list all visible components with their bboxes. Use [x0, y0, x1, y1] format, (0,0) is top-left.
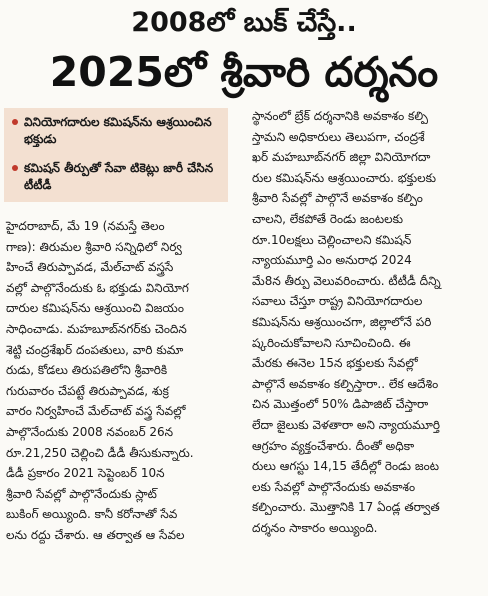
- deck-item-text: కమిషన్ తీర్పుతో సేవా టికెట్లు జారీ చేసిన టీటీడీ: [24, 161, 214, 192]
- article-body-left: హైదరాబాద్, మే 19 (నమస్తే తెలం గాణ): తిరుమల శ్రీవారి సన్నిధిలో నిర్వ హించే తిరుప్పావడ, మేల్‌చాట్ వస్త్రసే వల్లో పాల్గొనేందుకు ఓ భక్తుడు వినియోగ దారుల కమిషన్‌ను ఆశ్రయించి విజయం సాధించాడు. మహబూబ్‌నగర్‌కు చెందిన శెట్టి చంద్రశేఖర్ దంపతులు, వారి కుమా రుడు, కోడలు తిరుపతిలోని శ్రీవారికి గురువారం చేపట్టే తిరుప్పావడ, శుక్ర వారం నిర్వహించే మేల్‌చాట్ వస్త్ర సేవల్లో పాల్గొనేందుకు 2008 నవంబర్ 26న రూ.21,250 చెల్లించి డీడీ తీసుకున్నారు. డీడీ ప్రకారం 2021 సెప్టెంబర్ 10న శ్రీవారి సేవల్లో పాల్గొనేందుకు స్లాట్ బుకింగ్ అయ్యింది. కానీ కరోనాతో సేవ లను రద్దు చేశారు. ఆ తర్వాత ఆ సేవల: [6, 219, 194, 542]
- article-body-right: స్థానంలో బ్రేక్ దర్శనానికి అవకాశం కల్పి స్తామని అధికారులు తెలుపగా, చంద్రశే ఖర్ మహబూబ్‌నగర్ జిల్లా వినియోగదా రుల కమిషన్‌ను ఆశ్రయించారు. భక్తులకు శ్రీవారి సేవల్లో పాల్గొనే అవకాశం కల్పిం చాలని, లేకపోతే రెండు జంటలకు రూ.10లక్షలు చెల్లించాలని కమిషన్ న్యాయమూర్తి ఎం అనురాధ 2024 మే8న తీర్పు వెలువరించారు. టీటీడీ దీన్ని సవాలు చేస్తూ రాష్ట్ర వినియోగదారుల కమిషన్‌ను ఆశ్రయించగా, జిల్లాలోనే పరి ష్కరించుకోవాలని సూచించింది. ఈ మేరకు ఈనెల 15న భక్తులకు సేవల్లో పాల్గొనే అవకాశం కల్పిస్తారా.. లేక ఆదేశిం చిన మొత్తంలో 50% డిపాజిట్ చేస్తారా లేదా జైలుకు వెళతారా అని న్యాయమూర్తి ఆగ్రహం వ్యక్తంచేశారు. దీంతో అధికా రులు ఆగస్టు 14,15 తేదీల్లో రెండు జంట లకు సేవల్లో పాల్గొనేందుకు అవకాశం కల్పించారు. మొత్తానికి 17 ఏండ్ల తర్వాత దర్శనం సాకారం అయ్యింది.: [252, 109, 441, 535]
- headline-main: 2025లో శ్రీవారి దర్శనం: [49, 48, 439, 96]
- article-column-right: [252, 106, 484, 538]
- bullet-icon: [12, 165, 18, 171]
- bullet-icon: [12, 119, 18, 125]
- headline: [0, 0, 488, 102]
- deck-item-text: వినియోగదారుల కమిషన్‌ను ఆశ్రయించిన భక్తుడు: [24, 115, 212, 146]
- article-column-left: [6, 216, 232, 546]
- deck-box: [4, 108, 228, 202]
- deck-item: [12, 160, 222, 194]
- deck-item: [12, 114, 222, 148]
- headline-kicker: 2008లో బుక్ చేస్తే..: [131, 7, 357, 38]
